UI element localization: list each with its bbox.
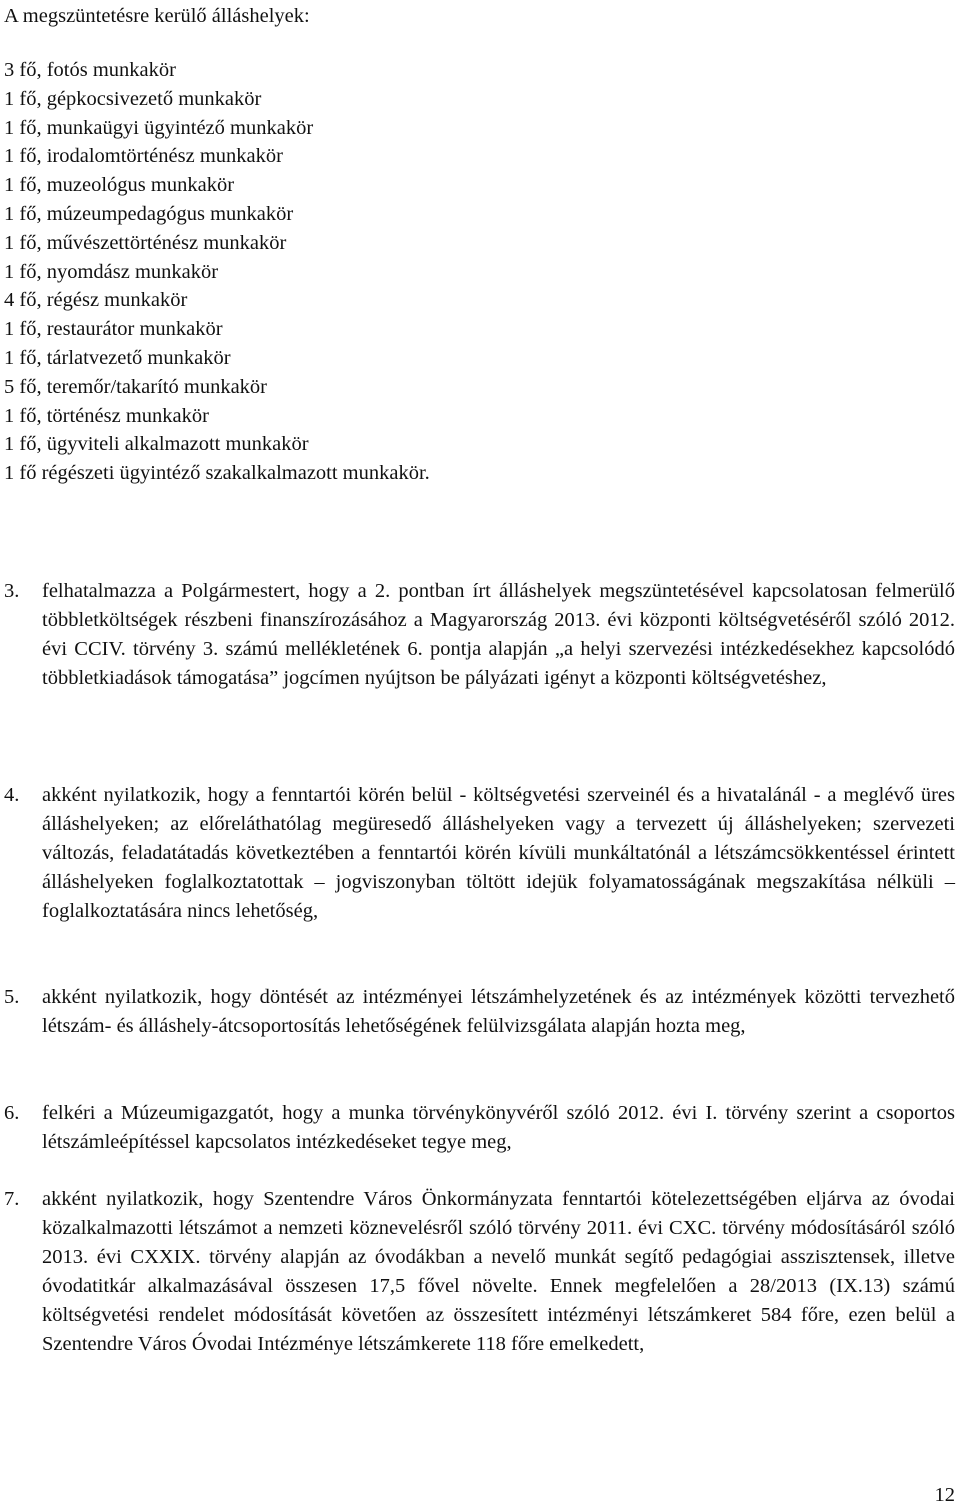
- position-item: 1 fő, gépkocsivezető munkakör: [4, 87, 262, 110]
- resolution-item-3: [4, 577, 955, 693]
- resolution-item-4: [4, 781, 955, 926]
- position-item: 4 fő, régész munkakör: [4, 289, 188, 312]
- item-number: 6.: [4, 1102, 20, 1124]
- position-list: [4, 56, 430, 488]
- section-heading: A megszüntetésre kerülő álláshelyek:: [4, 5, 310, 27]
- item-text: akként nyilatkozik, hogy Szentendre Város Önkormányzata fenntartói kötelezettségében eljárva az óvodai közalkalmazotti létszámot a nemzeti köznevelésről szóló törvény 2011. évi CXC. törvény módosításáról szóló 2013. évi CXXIX. törvény alapján az óvodákban a nevelő munkát segítő pedagógiai asszisztensek, illetve óvodatitkár alkalmazásával összesen 17,5 fővel növelte. Ennek megfelelően a 28/2013 (IX.13) számú költségvetési rendelet módosítását követően az összesített intézményi létszámkeret 584 főre, ezen belül a Szentendre Város Óvodai Intézménye létszámkerete 118 főre emelkedett,: [42, 1188, 955, 1355]
- position-item: 1 fő, történész munkakör: [4, 404, 209, 427]
- position-item: 1 fő, művészettörténész munkakör: [4, 231, 287, 254]
- resolution-item-6: [4, 1099, 955, 1157]
- position-item: 5 fő, teremőr/takarító munkakör: [4, 375, 267, 398]
- resolution-item-5: [4, 983, 955, 1041]
- item-number: 5.: [4, 986, 20, 1008]
- position-item: 1 fő, nyomdász munkakör: [4, 260, 219, 283]
- item-text: akként nyilatkozik, hogy döntését az intézményei létszámhelyzetének és az intézmények közötti tervezhető létszám- és álláshely-átcsoportosítás lehetőségének felülvizsgálata alapján hozta meg,: [42, 986, 955, 1037]
- item-text: felhatalmazza a Polgármestert, hogy a 2. pontban írt álláshelyek megszüntetésével kapcsolatosan felmerülő többletköltségek részbeni finanszírozásához a Magyarország 2013. évi központi költségvetéséről szóló 2012. évi CCIV. törvény 3. számú mellékletének 6. pontja alapján „a helyi szervezési intézkedésekhez kapcsolódó többletkiadások támogatása” jogcímen nyújtson be pályázati igényt a központi költségvetéshez,: [42, 580, 955, 689]
- item-text: felkéri a Múzeumigazgatót, hogy a munka törvénykönyvéről szóló 2012. évi I. törvény szerint a csoportos létszámleépítéssel kapcsolatos intézkedéseket tegye meg,: [42, 1102, 955, 1153]
- position-item: 1 fő, ügyviteli alkalmazott munkakör: [4, 433, 309, 456]
- position-item: 1 fő, tárlatvezető munkakör: [4, 346, 231, 369]
- item-number: 7.: [4, 1188, 20, 1210]
- position-item: 1 fő, munkaügyi ügyintéző munkakör: [4, 116, 314, 139]
- position-item: 1 fő régészeti ügyintéző szakalkalmazott munkakör.: [4, 462, 430, 485]
- position-item: 1 fő, muzeológus munkakör: [4, 174, 235, 197]
- resolution-item-7: [4, 1185, 955, 1359]
- page-number: 12: [934, 1484, 955, 1506]
- position-item: 1 fő, múzeumpedagógus munkakör: [4, 202, 294, 225]
- position-item: 1 fő, irodalomtörténész munkakör: [4, 145, 283, 168]
- position-item: 3 fő, fotós munkakör: [4, 59, 176, 81]
- item-number: 4.: [4, 784, 20, 806]
- item-number: 3.: [4, 580, 20, 602]
- position-item: 1 fő, restaurátor munkakör: [4, 318, 223, 341]
- item-text: akként nyilatkozik, hogy a fenntartói körén belül - költségvetési szerveinél és a hivatalánál - a meglévő üres álláshelyeken; az előreláthatólag megüresedő álláshelyeken vagy a tervezett új álláshelyeken; szervezeti változás, feladatátadás következtében a fenntartói körén kívüli munkáltatónál a létszámcsökkentéssel érintett álláshelyeken foglalkoztatottak – jogviszonyban töltött idejük folyamatosságának megszakítása nélküli – foglalkoztatására nincs lehetőség,: [42, 784, 955, 922]
